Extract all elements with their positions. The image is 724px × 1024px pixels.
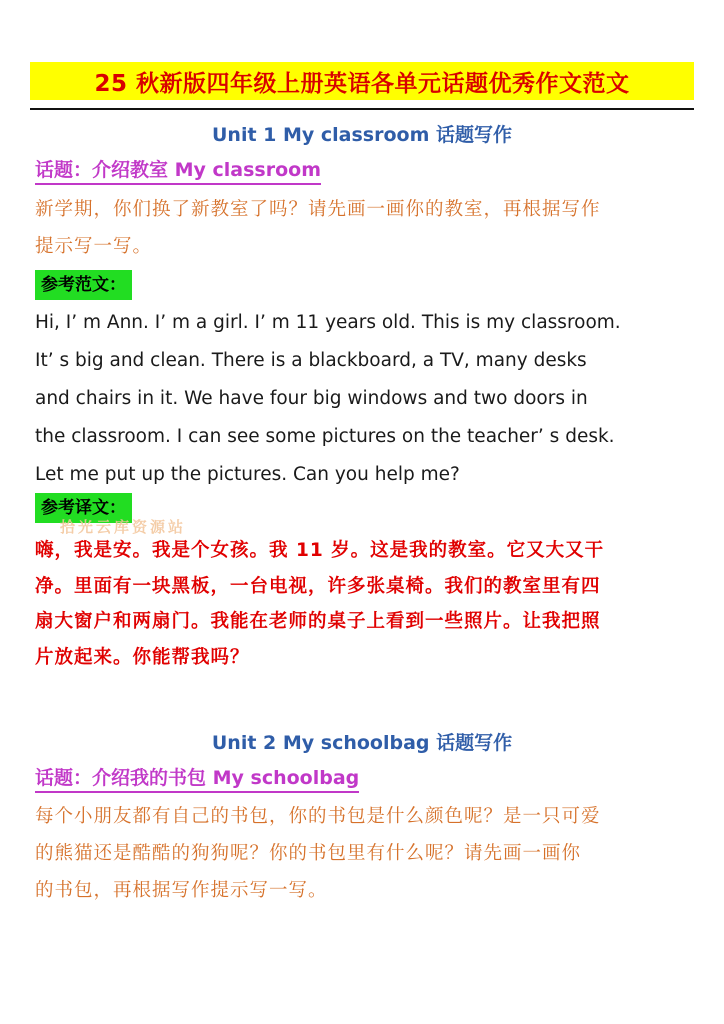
unit1-heading: Unit 1 My classroom 话题写作 <box>211 124 512 146</box>
unit1-topic: 话题：介绍教室 My classroom <box>35 157 321 185</box>
title-highlight-bar <box>30 62 694 100</box>
essay-line: Let me put up the pictures. Can you help me? <box>35 464 460 485</box>
unit1-prompt-line: 提示写一写。 <box>35 236 153 257</box>
unit2-prompt-line: 每个小朋友都有自己的书包，你的书包是什么颜色呢？是一只可爱 <box>35 806 601 827</box>
unit1-prompt-line: 新学期，你们换了新教室了吗？请先画一画你的教室，再根据写作 <box>35 199 601 220</box>
translation-line: 嗨，我是安。我是个女孩。我 11 岁。这是我的教室。它又大又干 <box>35 540 605 561</box>
essay-line: the classroom. I can see some pictures on the teacher’ s desk. <box>35 426 615 447</box>
translation-line: 净。里面有一块黑板，一台电视，许多张桌椅。我们的教室里有四 <box>35 575 601 597</box>
unit1-sample-label: 参考范文： <box>35 270 132 300</box>
essay-line: Hi, I’ m Ann. I’ m a girl. I’ m 11 years old. This is my classroom. <box>35 312 621 333</box>
document-title: 25 秋新版四年级上册英语各单元话题优秀作文范文 <box>94 70 630 97</box>
unit2-prompt <box>35 798 695 909</box>
essay-line: and chairs in it. We have four big windows and two doors in <box>35 388 588 409</box>
document-title-block <box>30 62 694 102</box>
translation-line: 扇大窗户和两扇门。我能在老师的桌子上看到一些照片。让我把照 <box>35 611 601 632</box>
unit2-prompt-line: 的书包，再根据写作提示写一写。 <box>35 880 328 901</box>
watermark-text: 拾光云库资源站 <box>60 518 187 536</box>
unit1-translation-label: 参考译文： <box>35 493 132 523</box>
unit1-prompt <box>35 191 695 265</box>
unit1-translation <box>35 533 705 675</box>
unit2-prompt-line: 的熊猫还是酷酷的狗狗呢？你的书包里有什么呢？请先画一画你 <box>35 843 582 864</box>
unit2-heading: Unit 2 My schoolbag 话题写作 <box>211 732 513 754</box>
translation-line: 片放起来。你能帮我吗？ <box>35 646 250 668</box>
essay-line: It’ s big and clean. There is a blackboard, a TV, many desks <box>35 350 587 371</box>
unit2-topic: 话题：介绍我的书包 My schoolbag <box>35 765 359 793</box>
title-divider <box>30 108 694 110</box>
unit1-sample-essay <box>35 304 715 494</box>
